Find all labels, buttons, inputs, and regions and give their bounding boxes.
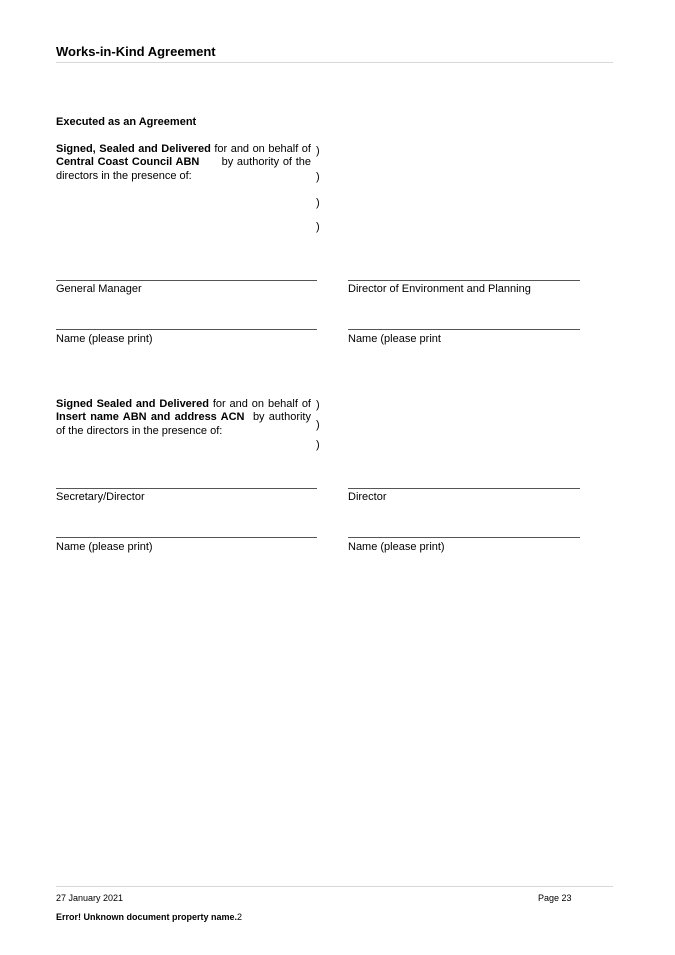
bracket: ): [316, 439, 320, 451]
bracket: ): [316, 197, 320, 209]
clause-text: by authority of the directors in the presence of:: [56, 411, 315, 437]
bracket: ): [316, 145, 320, 157]
bracket: ): [316, 171, 320, 183]
signature-line: [348, 488, 580, 489]
bracket: ): [316, 221, 320, 233]
clause-text: for and on behalf of: [210, 143, 311, 155]
footer-property-error: [56, 912, 242, 922]
bracket: ): [316, 399, 320, 411]
error-text: Error! Unknown document property name.: [56, 912, 238, 922]
signature-line: [348, 280, 580, 281]
signatory-role: Director: [348, 491, 387, 503]
clause-text: by authority of the directors in the presence of:: [56, 156, 315, 182]
name-line: [348, 537, 580, 538]
party-name: Insert name ABN and address ACN: [56, 411, 245, 424]
signatory-role: General Manager: [56, 283, 142, 295]
execution-heading: Executed as an Agreement: [56, 116, 197, 128]
footer-divider: [56, 886, 613, 887]
footer-date: 27 January 2021: [56, 893, 124, 903]
name-line: [56, 537, 317, 538]
name-line: [348, 329, 580, 330]
name-label: Name (please print: [348, 333, 441, 345]
clause-lead: Signed Sealed and Delivered: [56, 398, 209, 410]
signature-line: [56, 280, 317, 281]
name-label: Name (please print): [348, 541, 445, 553]
party-name: Central Coast Council ABN: [56, 156, 200, 169]
name-label: Name (please print): [56, 541, 153, 553]
signatory-role: Secretary/Director: [56, 491, 145, 503]
clause-text: for and on behalf of: [208, 398, 311, 410]
clause-lead: Signed, Sealed and Delivered: [56, 143, 211, 155]
bracket: ): [316, 419, 320, 431]
signatory-role: Director of Environment and Planning: [348, 283, 531, 295]
error-suffix: 2: [237, 912, 243, 922]
signature-line: [56, 488, 317, 489]
document-title: Works-in-Kind Agreement: [56, 44, 216, 59]
page-number: Page 23: [538, 893, 572, 903]
name-line: [56, 329, 317, 330]
execution-clause-developer: [56, 398, 315, 438]
header-divider: [56, 62, 613, 63]
execution-clause-council: [56, 143, 315, 183]
name-label: Name (please print): [56, 333, 153, 345]
